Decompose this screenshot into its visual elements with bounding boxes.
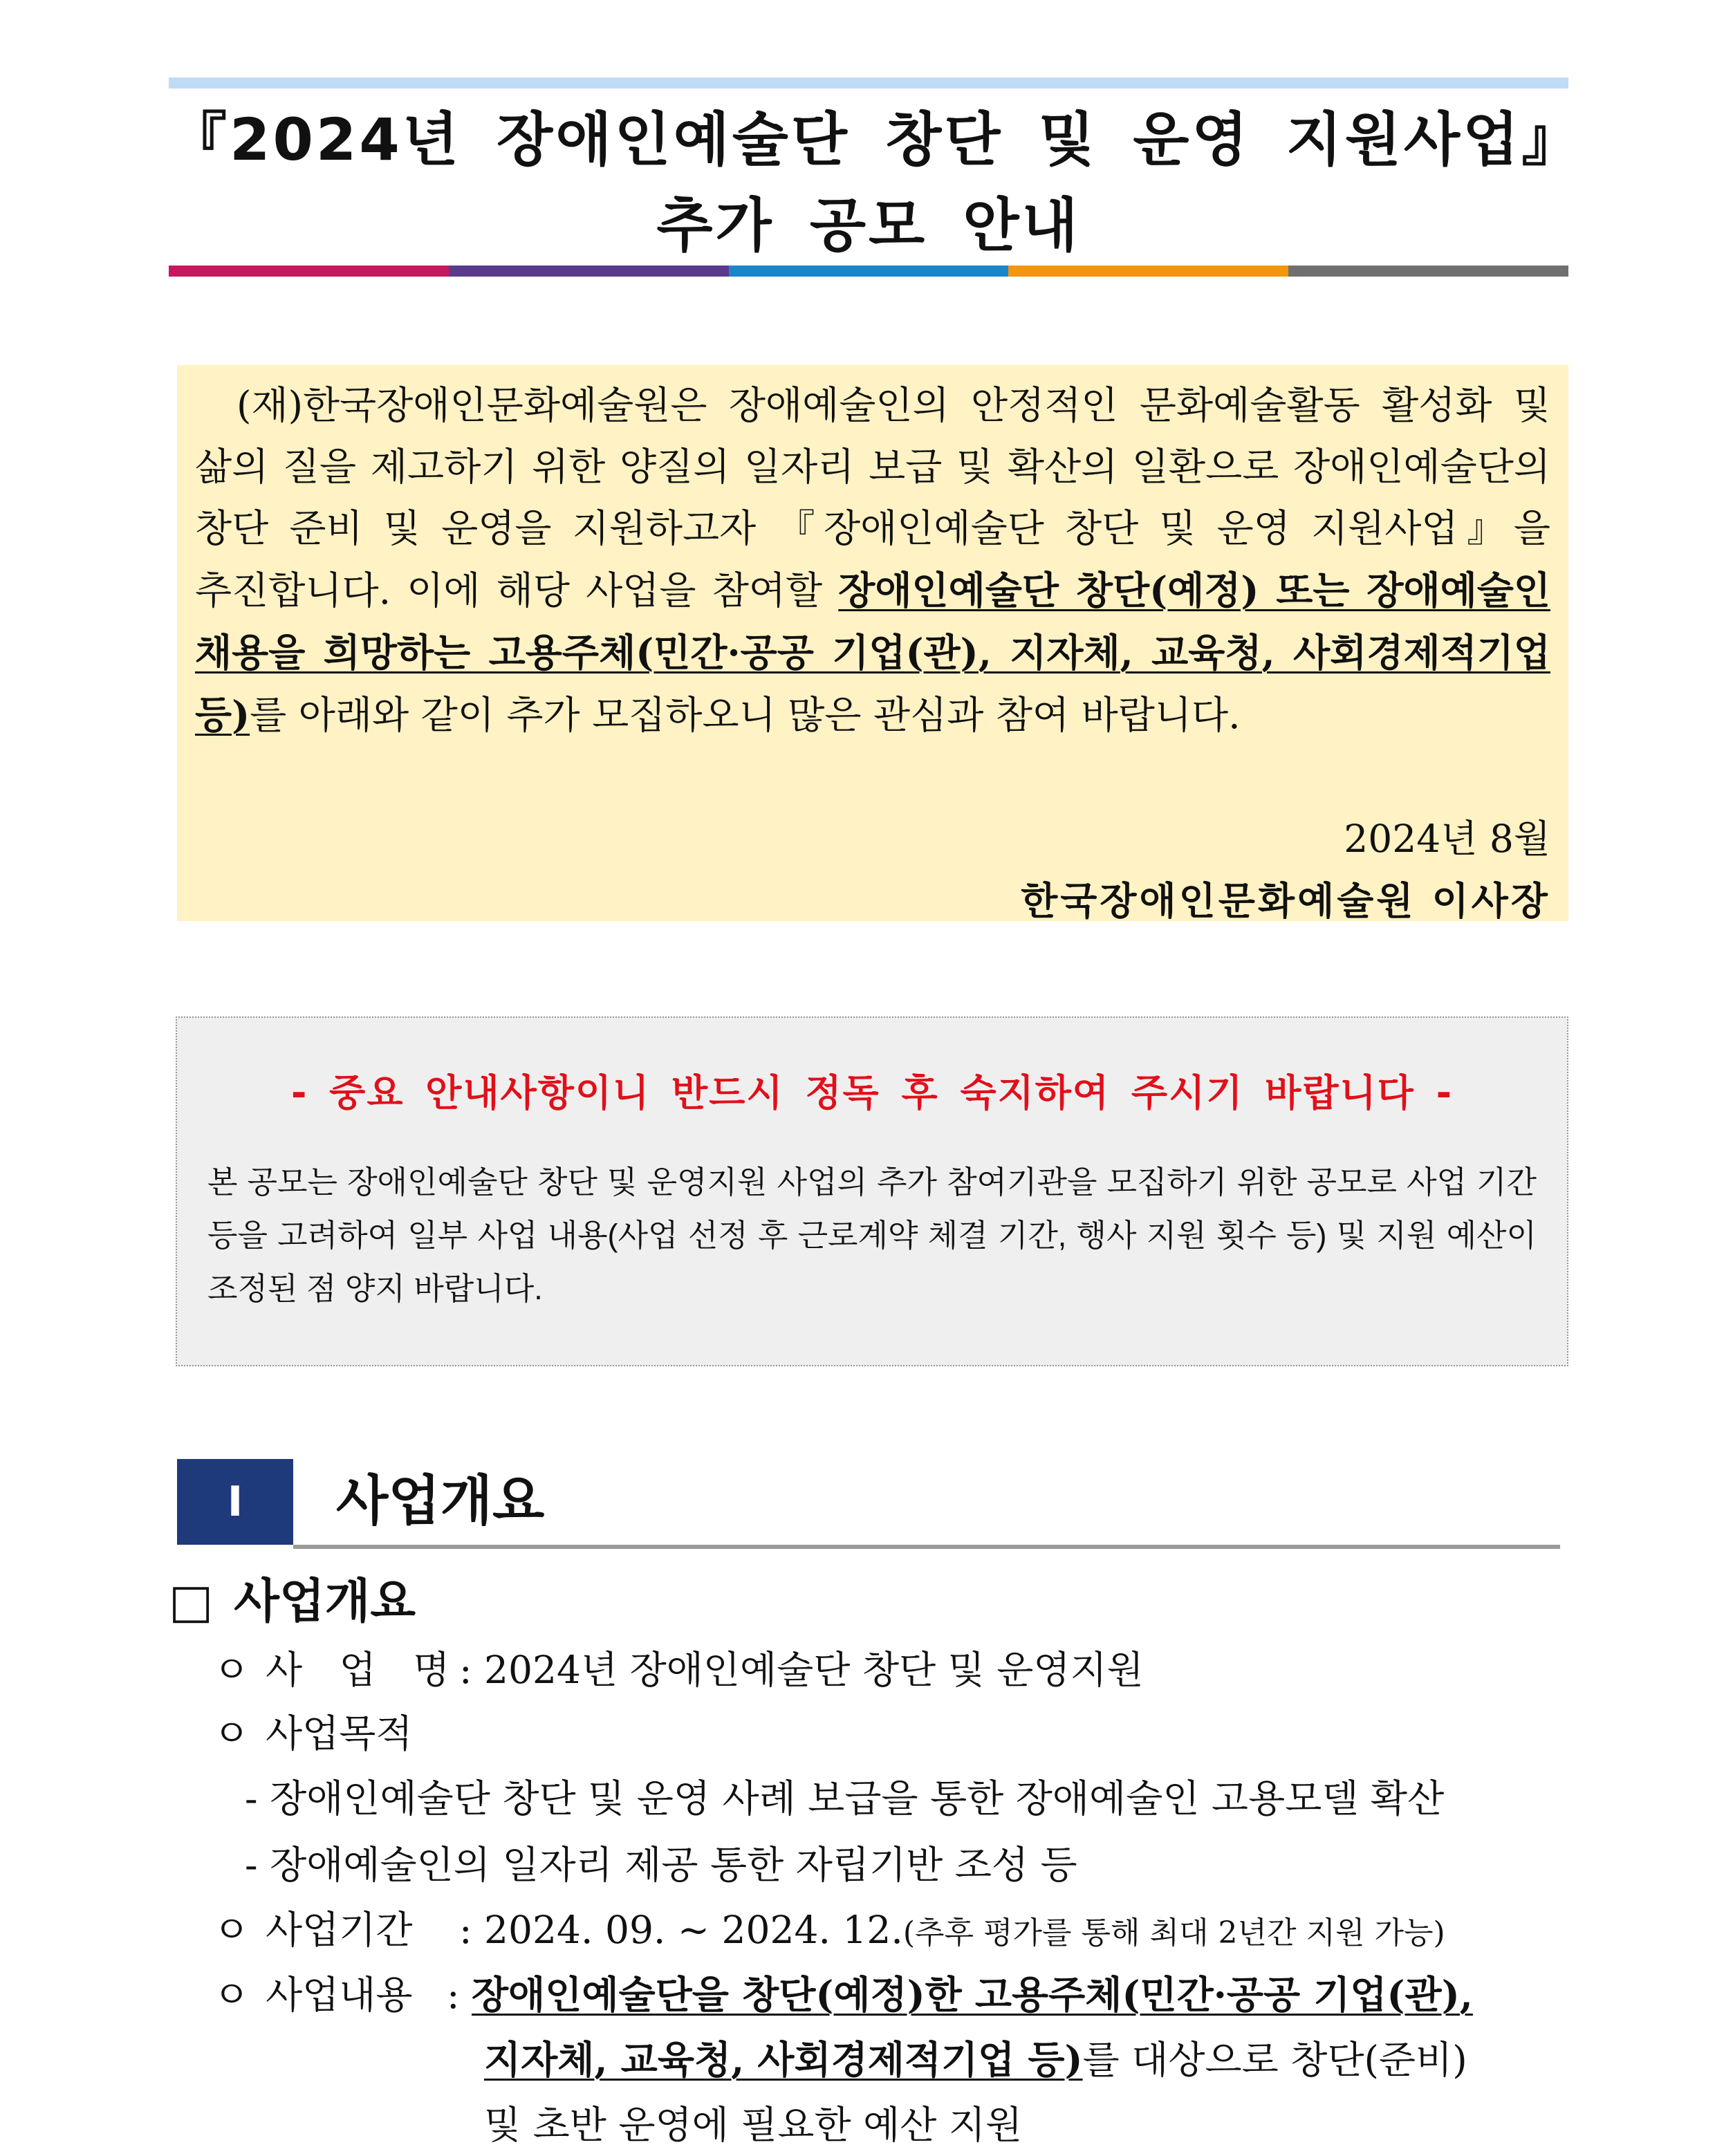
intro-box bbox=[177, 365, 1568, 921]
content-line-3 bbox=[484, 2094, 1022, 2156]
document-title bbox=[169, 97, 1583, 268]
item-label: 사업기간 bbox=[266, 1908, 413, 1952]
notice-body: 본 공모는 장애인예술단 창단 및 운영지원 사업의 추가 참여기관을 모집하기 위한 공모로 사업 기간 등을 고려하여 일부 사업 내용(사업 선정 후 근로계약 체결 기간, 행사 지원 횟수 등) 및 지원 예산이 조정된 점 양지 바랍니다. bbox=[207, 1164, 1537, 1306]
overview-heading bbox=[169, 1571, 416, 1633]
color-segment bbox=[169, 266, 449, 277]
content-emphasis-1: 장애인예술단을 창단(예정)한 고용주체(민간·공공 기업(관), bbox=[472, 1972, 1473, 2017]
section-header bbox=[177, 1459, 1560, 1549]
overview-item-content bbox=[213, 1964, 1473, 2026]
item-value: : 2024년 장애인예술단 창단 및 운영지원 bbox=[459, 1648, 1144, 1692]
item-label: 사업목적 bbox=[266, 1711, 413, 1756]
period-note: (추후 평가를 통해 최대 2년간 지원 가능) bbox=[902, 1915, 1445, 1951]
intro-text-part1: (재)한국장애인문화예술원은 장애예술인의 안정적인 문화예술활동 활성화 및 삶의 질을 제고하기 위한 양질의 일자리 보급 및 확산의 일환으로 장애인예술단의 창단 준비 및 운영을 지원하고자 『장애인예술단 창단 및 운영 지원사업』을 추진합니다. 이에 해당 사업을 참여할 bbox=[195, 383, 1550, 613]
signature-block bbox=[195, 808, 1550, 931]
content-text-2: 를 대상으로 창단(준비) bbox=[1082, 2038, 1467, 2082]
dash-icon: - bbox=[245, 1776, 258, 1821]
purpose-text-2: 장애예술인의 일자리 제공 통한 자립기반 조성 등 bbox=[270, 1843, 1077, 1887]
overview-item-name bbox=[213, 1639, 1144, 1701]
content-text-3: 및 초반 운영에 필요한 예산 지원 bbox=[484, 2103, 1023, 2147]
purpose-text-1: 장애인예술단 창단 및 운영 사례 보급을 통한 장애예술인 고용모델 확산 bbox=[270, 1776, 1445, 1821]
purpose-line-1 bbox=[245, 1767, 1444, 1830]
top-accent-bar bbox=[169, 77, 1568, 89]
color-segment bbox=[449, 266, 729, 277]
section-underline bbox=[293, 1545, 1560, 1549]
bullet-icon: ㅇ bbox=[213, 1711, 250, 1756]
title-line-2: 추가 공모 안내 bbox=[656, 192, 1081, 259]
overview-heading-text: 사업개요 bbox=[234, 1574, 416, 1629]
bullet-icon: ㅇ bbox=[213, 1648, 250, 1692]
dash-icon: - bbox=[245, 1843, 258, 1887]
item-colon: : bbox=[447, 1973, 460, 2017]
content-line-2 bbox=[484, 2029, 1467, 2091]
color-segment bbox=[1008, 266, 1288, 277]
purpose-line-2 bbox=[245, 1834, 1077, 1896]
intro-text-part2: 를 아래와 같이 추가 모집하오니 많은 관심과 참여 바랍니다. bbox=[250, 693, 1241, 737]
issuer: 한국장애인문화예술원 이사장 bbox=[1021, 878, 1550, 923]
notice-title: - 중요 안내사항이니 반드시 정독 후 숙지하여 주시기 바랍니다 - bbox=[290, 1071, 1454, 1115]
section-number: Ⅰ bbox=[177, 1459, 293, 1545]
item-label: 사 업 명 bbox=[266, 1648, 463, 1692]
content-emphasis-2: 지자체, 교육청, 사회경제적기업 등) bbox=[484, 2037, 1083, 2082]
intro-emphasis: 장애인예술단 창단(예정) 또는 장애예술인 채용을 희망하는 고용주체(민간·공공 기업(관), 지자체, 교육청, 사회경제적기업 등) bbox=[195, 568, 1550, 737]
title-line-1: 『2024년 장애인예술단 창단 및 운영 지원사업』 bbox=[169, 106, 1583, 174]
item-value: : 2024. 09. ~ 2024. 12. bbox=[459, 1908, 903, 1952]
checkbox-icon: □ bbox=[169, 1574, 214, 1629]
issue-date: 2024년 8월 bbox=[1344, 817, 1550, 861]
color-segment bbox=[729, 266, 1009, 277]
overview-item-purpose bbox=[213, 1702, 413, 1765]
important-notice-box bbox=[176, 1016, 1568, 1366]
bullet-icon: ㅇ bbox=[213, 1908, 250, 1952]
section-title: 사업개요 bbox=[336, 1470, 545, 1532]
item-label: 사업내용 bbox=[266, 1973, 413, 2017]
color-divider bbox=[169, 266, 1568, 277]
bullet-icon: ㅇ bbox=[213, 1973, 250, 2017]
intro-paragraph bbox=[195, 375, 1550, 746]
overview-item-period bbox=[213, 1899, 1445, 1964]
color-segment bbox=[1288, 266, 1568, 277]
